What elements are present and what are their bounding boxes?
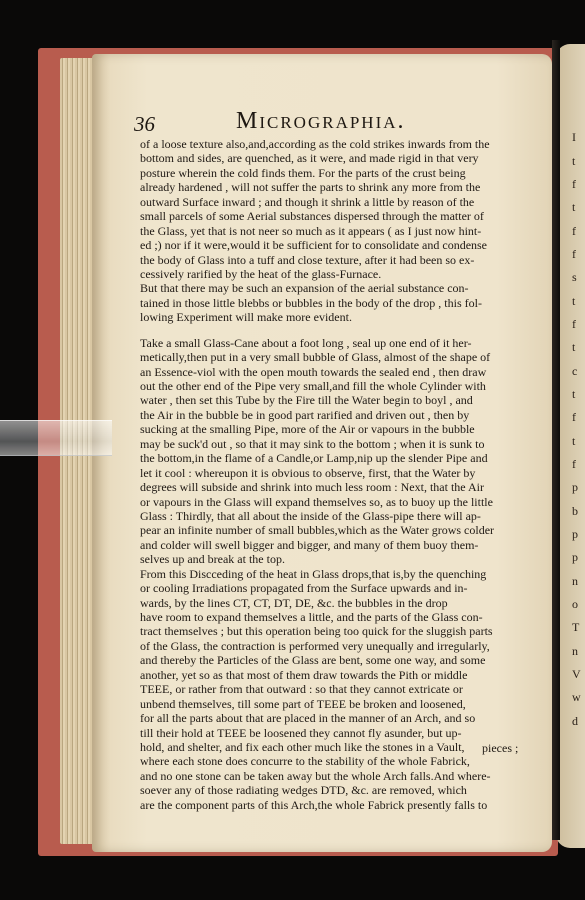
book-gutter <box>552 40 560 840</box>
facing-page-fragment: p <box>572 480 578 494</box>
text-line: the body of Glass into a tuff and close texture, after it had been so ex- <box>140 252 475 267</box>
text-line: have room to expand themselves a little, and the parts of the Glass con- <box>140 610 483 624</box>
text-line: wards, by the lines CT, CT, DT, DE, &c. the bubbles in the drop <box>140 595 448 610</box>
facing-page-fragment: t <box>572 387 576 401</box>
facing-page-fragment: f <box>572 177 576 191</box>
text-line: till their hold at TEEE be loosened they cannot fly asunder, but up- <box>140 725 462 740</box>
text-line: for all the parts about that are placed in the manner of an Arch, and so <box>140 711 476 726</box>
facing-page-fragment: f <box>572 317 576 331</box>
text-line: where each stone does concurre to the stability of the whole Fabrick, <box>140 754 470 769</box>
text-line: pear an infinite number of small bubbles,which as the Water grows colder <box>140 523 495 538</box>
text-line: lowing Experiment will make more evident. <box>140 310 352 325</box>
text-line: Glass : Thirdly, that all about the inside of the Glass-pipe there will ap- <box>140 508 481 523</box>
text-line: small parcels of some Aerial substances dispersed through the matter of <box>140 209 484 224</box>
running-title: Micrographia. <box>236 108 406 134</box>
text-line: posture wherein the cold finds them. For the parts of the crust being <box>140 165 466 180</box>
text-line: or vapours in the Glass will expand themselves so, as to buoy up the little <box>140 494 493 509</box>
text-line: metically,then put in a very small bubble of Glass, almost of the shape of <box>140 350 491 365</box>
text-line: the Air in the bubble be in good part rarified and driven out , then by <box>140 407 470 422</box>
facing-page-fragment: T <box>572 620 580 634</box>
text-line: cessively rarified by the heat of the glass-Furnace. <box>140 266 382 281</box>
facing-page-fragment: n <box>572 644 578 658</box>
text-line: and thereby the Particles of the Glass are bent, some one way, and some <box>140 653 486 668</box>
facing-page-fragment: V <box>572 667 581 681</box>
facing-page-fragment: f <box>572 247 576 261</box>
text-line: of a loose texture also,and,according as the cold strikes inwards from the <box>140 137 490 151</box>
text-line: or cooling Irradiations propagated from the Surface upwards and in- <box>140 581 468 596</box>
text-line: ed ;) nor if it were,would it be sufficient for to consolidate and condense <box>140 238 488 253</box>
text-line: degrees will subside and shrink into much less room : Next, that the Air <box>140 480 484 495</box>
facing-page-fragment: f <box>572 410 576 424</box>
facing-page-fragment: c <box>572 364 578 378</box>
paragraph-gap <box>140 325 516 336</box>
text-line: the bottom,in the flame of a Candle,or Lamp,nip up the slender Pipe and <box>140 451 488 466</box>
text-line: already hardened , will not suffer the parts to shrink any more from the <box>140 180 481 195</box>
text-line: may be suck'd out , so that it may sink to the bottom ; when it is sunk to <box>140 436 485 451</box>
text-line: hold, and shelter, and fix each other much like the stones in a Vault, <box>140 739 465 754</box>
text-line: But that there may be such an expansion of the aerial substance con- <box>140 281 469 296</box>
text-line: tained in those little blebbs or bubbles in the body of the drop , this fol- <box>140 295 482 310</box>
facing-page-fragment: t <box>572 200 576 214</box>
glass-weight <box>0 420 112 456</box>
text-line: outward Surface inward ; and though it shrink a little by reason of the <box>140 194 475 209</box>
facing-page-fragment: w <box>572 690 581 704</box>
facing-page-fragment: t <box>572 340 576 354</box>
facing-page-fragment: f <box>572 457 576 471</box>
text-line: sucking at the smalling Pipe, more of the Air or vapours in the bubble <box>140 422 475 437</box>
facing-page-fragment: t <box>572 154 576 168</box>
facing-page-fragment: b <box>572 504 578 518</box>
catchword: pieces ; <box>482 741 519 755</box>
facing-page-fragment: d <box>572 714 578 728</box>
facing-page-fragment: f <box>572 224 576 238</box>
facing-page-text <box>572 130 585 737</box>
facing-page-fragment: s <box>572 270 577 284</box>
text-line: the Glass, yet that is not neer so much as it appears ( as I just now hint- <box>140 223 482 238</box>
text-line: and no one stone can be taken away but the whole Arch falls.And where- <box>140 768 491 783</box>
facing-page-fragment: o <box>572 597 578 611</box>
text-line: unbend themselves, till some part of TEEE be broken and loosened, <box>140 696 466 711</box>
facing-page-fragment: n <box>572 574 578 588</box>
text-line: TEEE, or rather from that outward : so that they cannot extricate or <box>140 682 463 697</box>
text-line: water , then set this Tube by the Fire till the Water begin to boyl , and <box>140 393 473 408</box>
text-line: another, yet so as that most of them draw towards the Pith or middle <box>140 667 468 682</box>
text-line: let it cool : whereupon it is obvious to observe, first, that the Water by <box>140 465 476 480</box>
page-number: 36 <box>134 112 155 136</box>
facing-page-fragment: p <box>572 550 578 564</box>
text-line: soever any of those radiating wedges DTD, &c. are removed, which <box>140 783 467 798</box>
facing-page-fragment: I <box>572 130 576 144</box>
text-line: are the component parts of this Arch,the whole Fabrick presently falls to <box>140 797 488 812</box>
text-line: From this Discceding of the heat in Glass drops,that is,by the quenching <box>140 566 487 581</box>
text-line: an Essence-viol with the open mouth towards the sealed end , then draw <box>140 364 487 379</box>
facing-page-fragment: p <box>572 527 578 541</box>
text-line: out the other end of the Pipe very small,and fill the whole Cylinder with <box>140 379 486 393</box>
text-line: tract themselves ; but this operation being too quick for the sluggish parts <box>140 624 493 639</box>
facing-page-fragment: t <box>572 434 576 448</box>
body-text <box>140 137 519 812</box>
facing-page-fragment: t <box>572 294 576 308</box>
text-line: bottom and sides, are quenched, as it were, and made rigid in that very <box>140 151 479 166</box>
text-line: and colder will swell bigger and bigger, and many of them buoy them- <box>140 537 479 552</box>
text-line: selves up and break at the top. <box>140 552 285 567</box>
text-line: of the Glass, the contraction is performed very unequally and irregularly, <box>140 638 490 653</box>
text-line: Take a small Glass-Cane about a foot long , seal up one end of it her- <box>140 335 472 350</box>
